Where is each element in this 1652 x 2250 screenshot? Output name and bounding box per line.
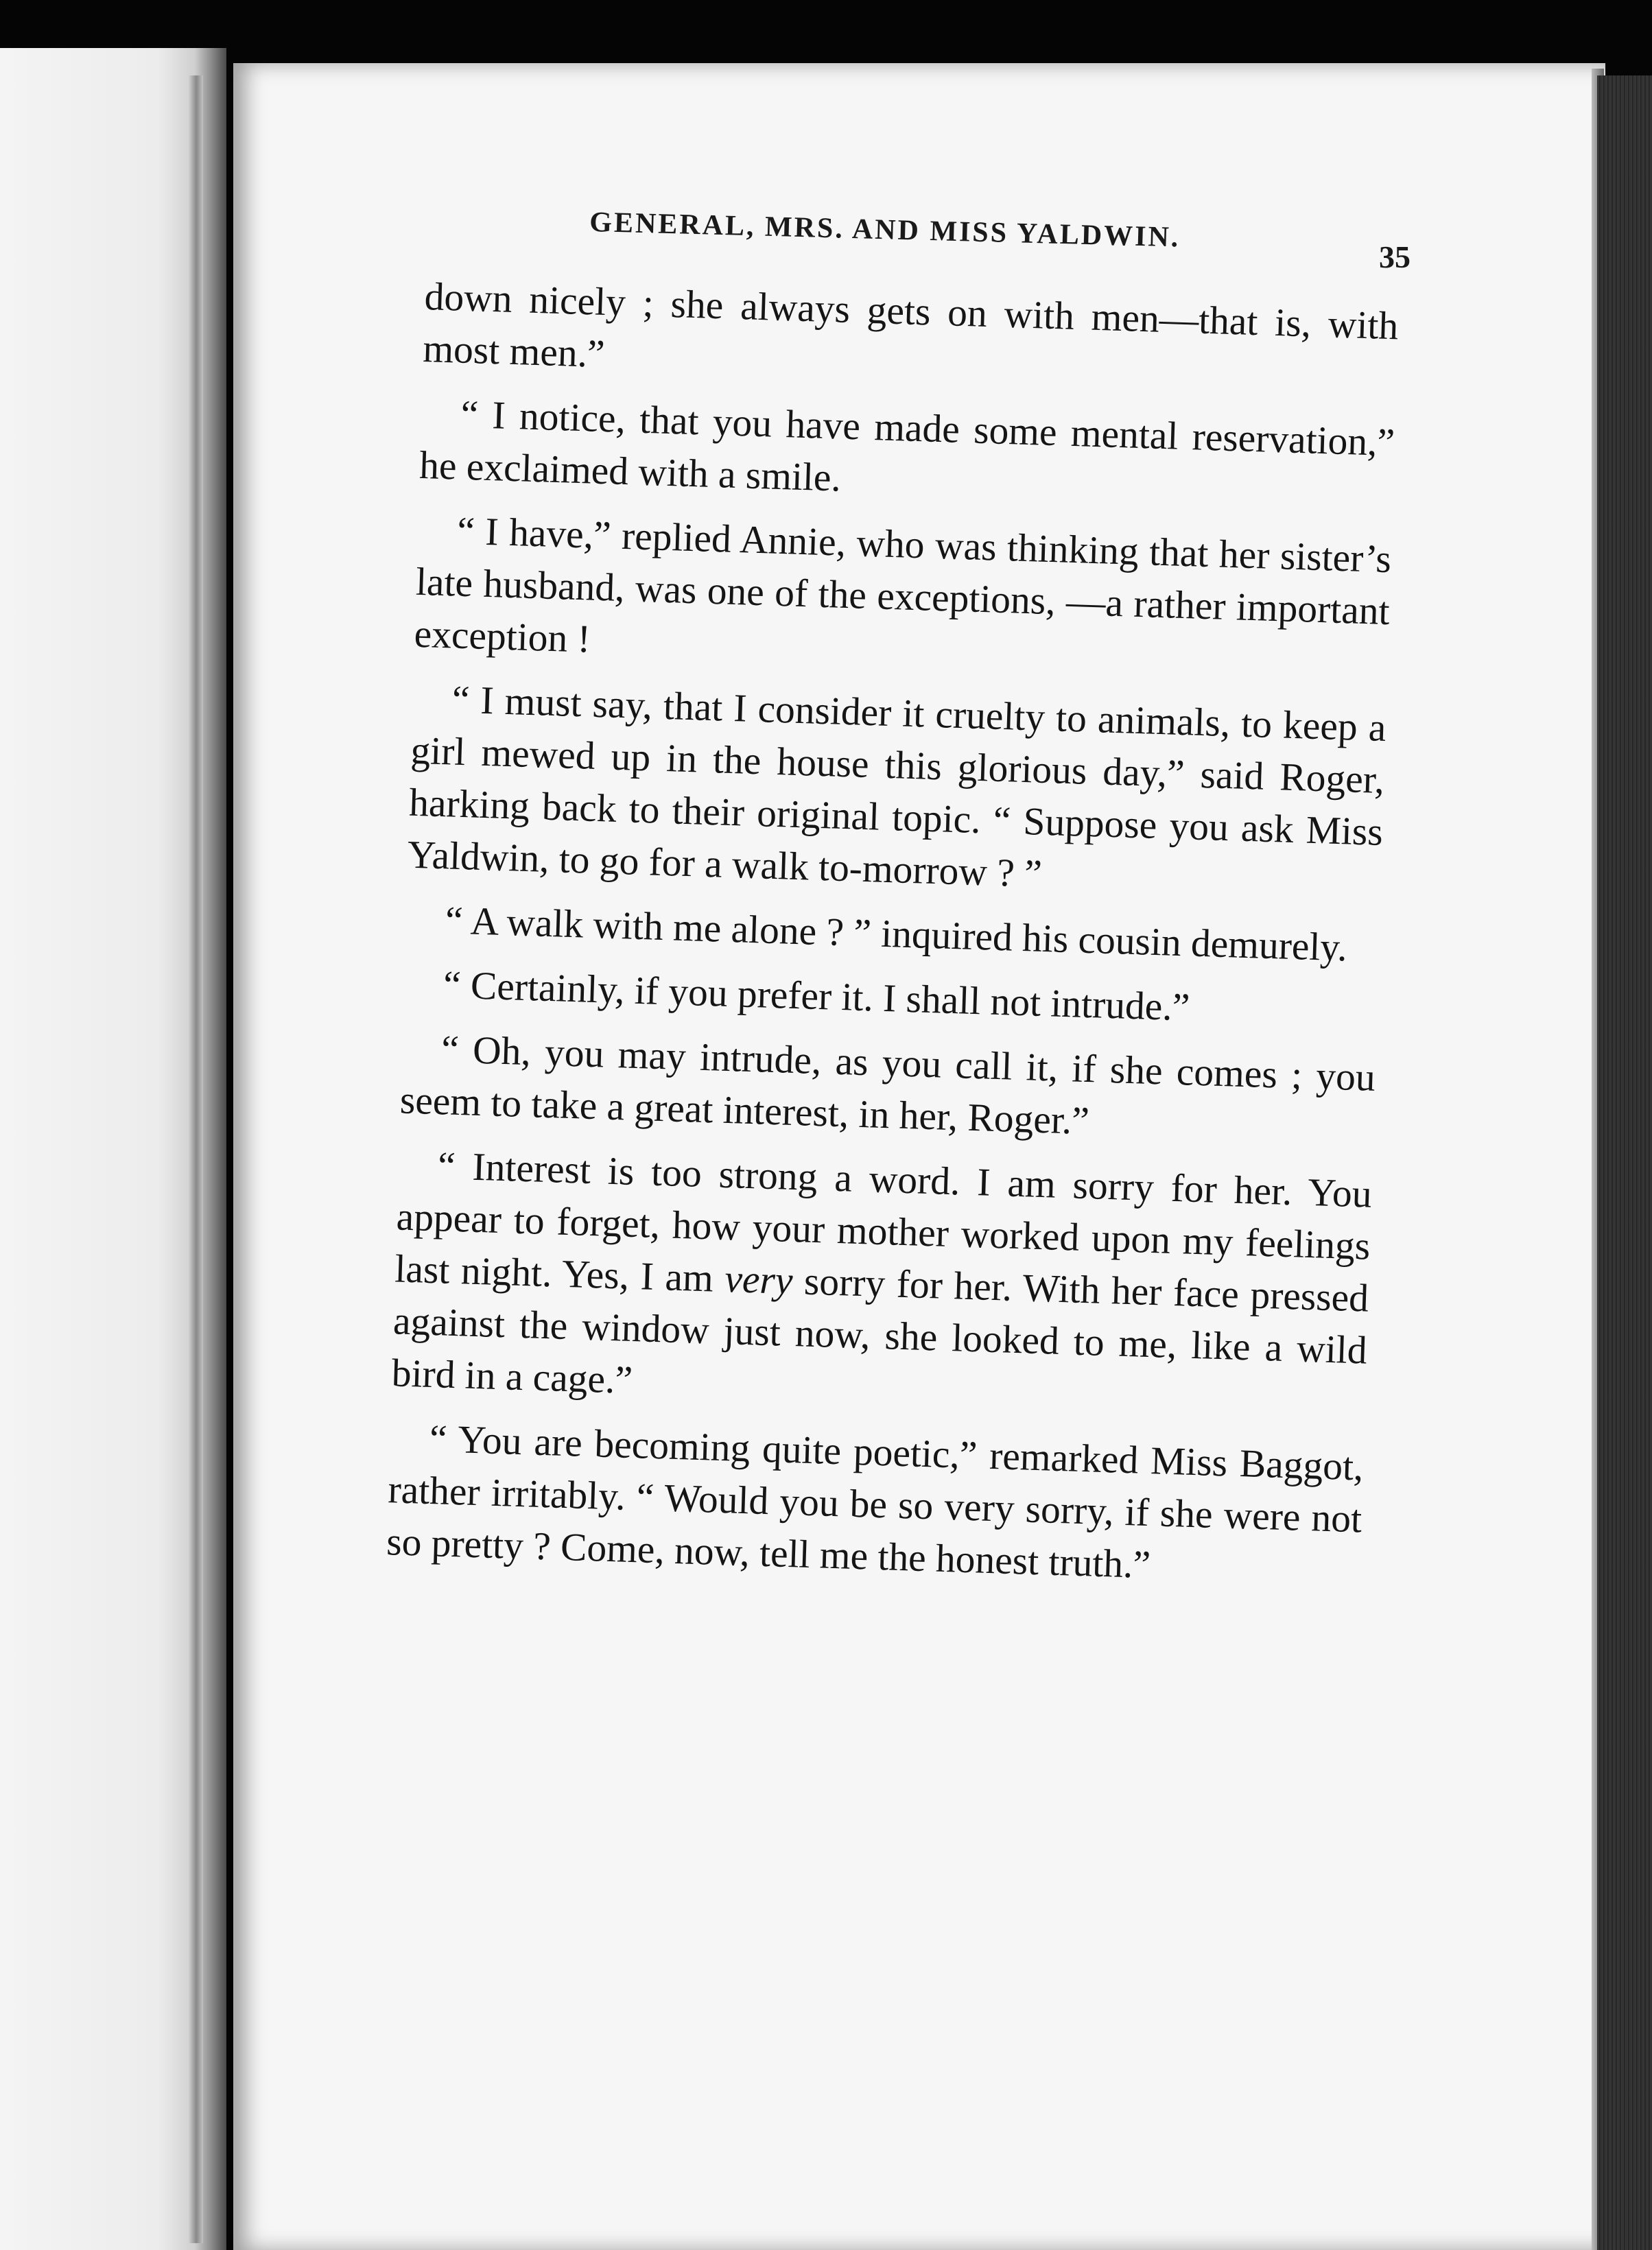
paragraph-4: “ I must say, that I consider it cruelty to animals, to keep a girl mewed up in the house this glorious day,” said Roger, harking back to their original topic. “ Suppose you ask Miss Yaldwin, to go for a walk to-morrow ? ” xyxy=(407,678,1387,896)
page-block-edge xyxy=(1597,75,1652,2250)
paragraph-3: “ I have,” replied Annie, who was thinking that her sister’s late husband, was one of the exceptions, —a rather important exception ! xyxy=(413,509,1392,661)
binding-gutter xyxy=(188,75,203,2243)
paragraph-9: “ You are becoming quite poetic,” remarked Miss Baggot, rather irritably. “ Would you be so very sorry, if she were not so pretty ? Come, now, tell me the honest truth.” xyxy=(386,1417,1365,1587)
paragraph-8-start: “ Interest is too strong a word. I am sorry for her. You appear to forget, how your mother worked upon my feelings last night. Yes, I am xyxy=(394,1144,1373,1301)
paragraph-5: “ A walk with me alone ? ” inquired his cousin demurely. xyxy=(445,899,1348,970)
left-page-edge xyxy=(0,48,226,2250)
paragraph-7: “ Oh, you may intrude, as you call it, if she comes ; you seem to take a great interest, in her, Roger.” xyxy=(399,1028,1376,1144)
emphasis-very: very xyxy=(724,1257,794,1303)
running-head: GENERAL, MRS. AND MISS YALDWIN. xyxy=(589,206,1181,254)
page-number: 35 xyxy=(1379,239,1411,274)
paragraph-6: “ Certainly, if you prefer it. I shall not intrude.” xyxy=(442,963,1191,1030)
body-text xyxy=(386,271,1399,1598)
paragraph-8 xyxy=(391,1139,1373,1429)
paragraph-2: “ I notice, that you have made some mental reservation,” he exclaimed with a smile. xyxy=(418,392,1395,500)
paragraph-1: down nicely ; she always gets on with men—that is, with most men.” xyxy=(422,274,1400,377)
paragraph-8-end: sorry for her. With her face pressed against the window just now, she looked to me, like a wild bird in a cage.” xyxy=(390,1259,1369,1402)
